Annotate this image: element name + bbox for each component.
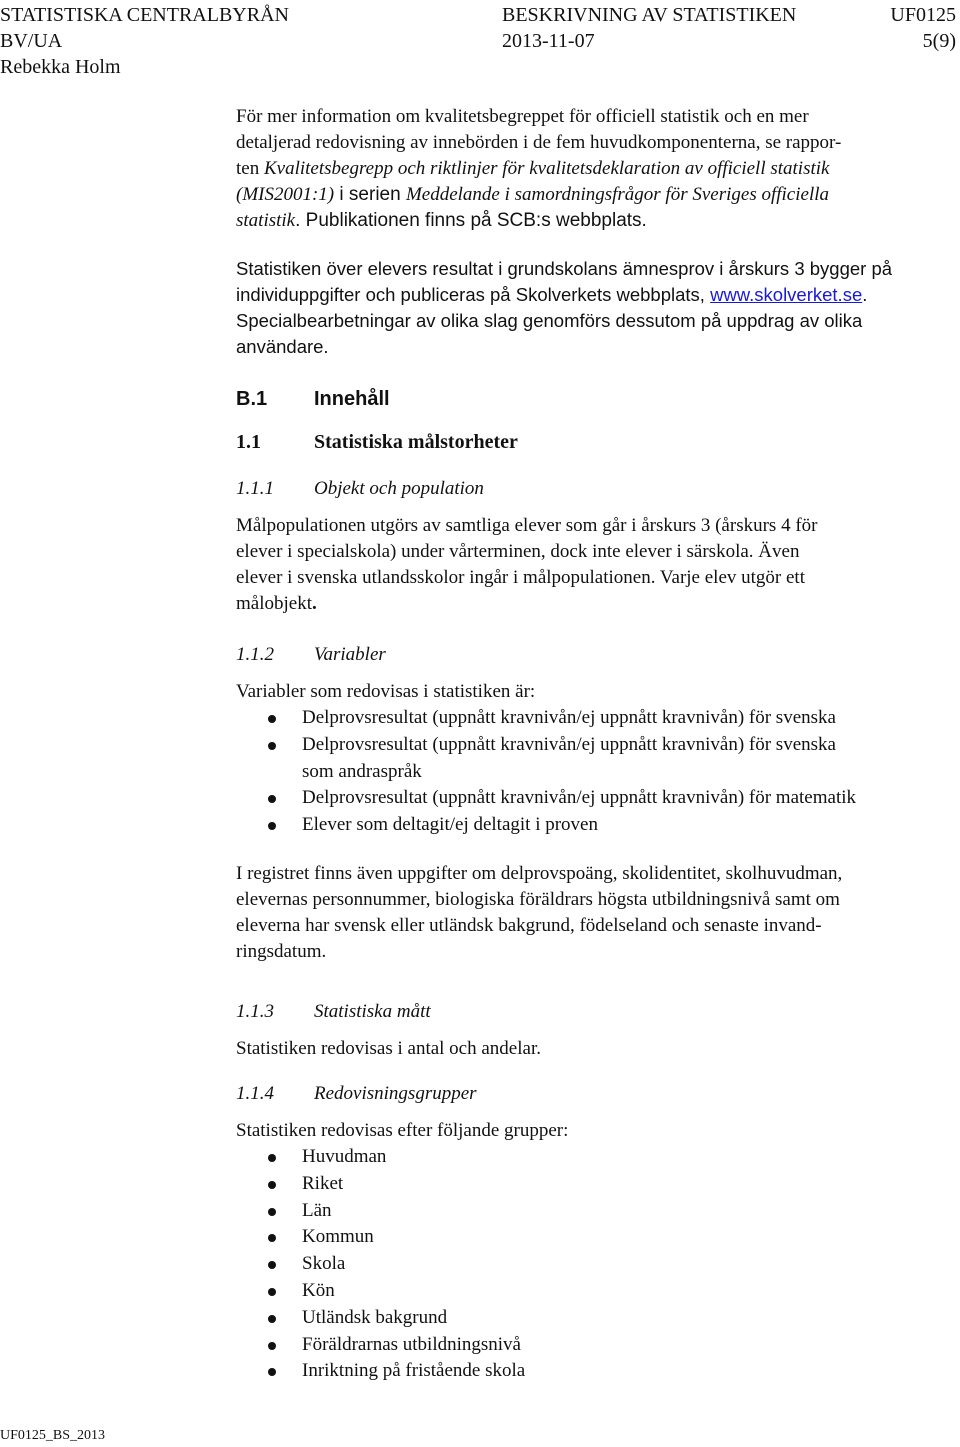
bullet-icon (268, 1234, 276, 1242)
publication-paragraph: Statistiken över elevers resultat i grundskolans ämnesprov i årskurs 3 bygger på individuppgifter och publiceras på Skolverkets webbplats, www.skolverket.se. Specialbearbetningar av olika slag genomförs dessutom på uppdrag av olika användare. (236, 258, 893, 357)
bullet-icon (268, 1181, 276, 1189)
bullet-icon (268, 1261, 276, 1269)
section-1-1-3-title: Statistiska mått (314, 1001, 431, 1022)
list-item: Riket (236, 1171, 525, 1198)
register-paragraph: I registret finns även uppgifter om delprovspoäng, skolidentitet, skolhuvudman, elevernas personnummer, biologiska föräldrars högsta utbildningsnivå samt om eleverna har svensk eller utländsk bakgrund, födelseland och senaste invand- ringsdatum. (236, 863, 843, 962)
header-org: STATISTISKA CENTRALBYRÅN (0, 4, 289, 26)
list-item: Delprovsresultat (uppnått kravnivån/ej uppnått kravnivån) för svenska (236, 732, 856, 759)
header-doc-type: BESKRIVNING AV STATISTIKEN (502, 4, 797, 26)
list-item: Skola (236, 1251, 525, 1278)
section-1-1-3-number: 1.1.3 (236, 1001, 274, 1022)
section-1-1-1-number: 1.1.1 (236, 478, 274, 499)
header-date: 2013-11-07 (502, 30, 595, 52)
list-item: Delprovsresultat (uppnått kravnivån/ej uppnått kravnivån) för matematik (236, 785, 856, 812)
list-item: Delprovsresultat (uppnått kravnivån/ej uppnått kravnivån) för svenska (236, 705, 856, 732)
list-item: Kön (236, 1278, 525, 1305)
header-doc-code: UF0125 (890, 4, 956, 26)
list-item: Inriktning på fristående skola (236, 1358, 525, 1385)
section-1-1-number: 1.1 (236, 431, 261, 453)
bullet-icon (268, 822, 276, 830)
bullet-icon (268, 1208, 276, 1216)
variables-list (236, 705, 856, 839)
intro-paragraph: För mer information om kvalitetsbegreppet för officiell statistik och en mer detaljerad redovisning av innebörden i de fem huvudkomponenterna, se rappor- ten Kvalitetsbegrepp och riktlinjer för kvalitetsdeklaration av officiell statistik (MIS2001:1) i serien Meddelande i samordningsfrågor för Sveriges officiella statistik. Publikationen finns på SCB:s webbplats. (236, 106, 842, 231)
measures-text: Statistiken redovisas i antal och andelar. (236, 1038, 541, 1059)
publication-title: Kvalitetsbegrepp och riktlinjer för kvalitetsdeklaration av officiell statistik (263, 158, 830, 179)
header-unit: BV/UA (0, 30, 63, 52)
groups-intro: Statistiken redovisas efter följande grupper: (236, 1120, 569, 1141)
groups-list (236, 1144, 525, 1385)
variables-intro: Variabler som redovisas i statistiken är: (236, 681, 536, 702)
list-item: Elever som deltagit/ej deltagit i proven (236, 812, 856, 839)
bullet-icon (268, 1288, 276, 1296)
section-1-1-2-title: Variabler (314, 644, 386, 665)
bullet-icon (268, 1368, 276, 1376)
section-1-1-1-title: Objekt och population (314, 478, 484, 499)
section-1-1-4-number: 1.1.4 (236, 1083, 274, 1104)
bullet-icon (268, 1342, 276, 1350)
section-1-1-title: Statistiska målstorheter (314, 431, 518, 453)
skolverket-link[interactable]: www.skolverket.se (710, 284, 863, 305)
section-b1-number: B.1 (236, 388, 268, 410)
bullet-icon (268, 742, 276, 750)
footer-doc-id: UF0125_BS_2013 (0, 1428, 106, 1443)
population-paragraph: Målpopulationen utgörs av samtliga elever som går i årskurs 3 (årskurs 4 för elever i specialskola) under vårterminen, dock inte elever i särskola. Även elever i svenska utlandsskolor ingår i målpopulationen. Varje elev utgör ett målobjekt. (236, 515, 818, 614)
list-item-continuation: som andraspråk (302, 760, 422, 782)
bullet-icon (268, 795, 276, 803)
bullet-icon (268, 715, 276, 723)
section-1-1-2-number: 1.1.2 (236, 644, 274, 665)
section-1-1-4-title: Redovisningsgrupper (314, 1083, 477, 1104)
bullet-icon (268, 1154, 276, 1162)
list-item: Föräldrarnas utbildningsnivå (236, 1332, 525, 1359)
list-item: Huvudman (236, 1144, 525, 1171)
section-b1-title: Innehåll (314, 388, 390, 410)
list-item: Utländsk bakgrund (236, 1305, 525, 1332)
list-item: Kommun (236, 1224, 525, 1251)
series-title: Meddelande i samordningsfrågor för Sveriges officiella (405, 184, 830, 205)
bullet-icon (268, 1315, 276, 1323)
header-page-number: 5(9) (922, 30, 956, 52)
list-item: Län (236, 1198, 525, 1225)
header-author: Rebekka Holm (0, 56, 121, 78)
